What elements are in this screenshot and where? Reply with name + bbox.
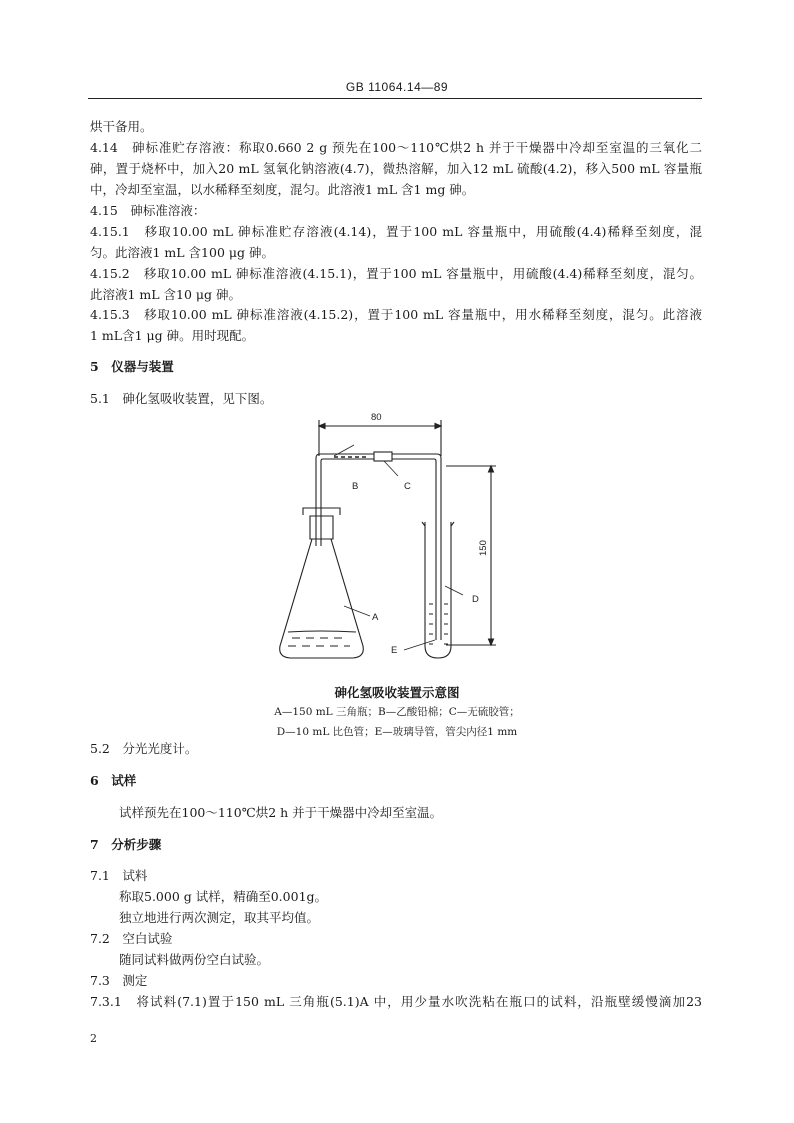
text-line: 4.15.2 移取10.00 mL 砷标准溶液(4.15.1)，置于100 mL 容量瓶中，用硫酸(4.4)稀释至刻度，混匀。 [90,266,702,281]
text-line: 5.2 分光光度计。 [90,741,198,756]
text-line: 中，冷却至室温，以水稀释至刻度，混匀。此溶液1 mL 含1 mg 砷。 [90,182,475,197]
label-d: D [472,594,479,605]
leader-c [384,461,398,476]
text-line: 独立地进行两次测定，取其平均值。 [119,910,320,925]
liquid-hatch [288,638,350,646]
text-line: 烘干备用。 [90,119,153,134]
tube-liquid-marks [429,604,448,644]
figure-caption: 砷化氢吸收装置示意图 [334,685,460,700]
figure-legend: D—10 mL 比色管；E—玻璃导管，管尖内径1 mm [276,726,518,738]
text-line: 1 mL含1 μg 砷。用时现配。 [90,328,255,343]
text-line: 7.1 试料 [90,868,148,883]
leader-e [404,640,435,650]
text-line: 试样预先在100～110℃烘2 h 并于干燥器中冷却至室温。 [119,805,443,820]
text-line: 5.1 砷化氢吸收装置，见下图。 [90,391,273,406]
text-line: 7.2 空白试验 [90,931,173,946]
text-line: 称取5.000 g 试样，精确至0.001g。 [119,889,328,904]
text-line: 4.15.1 移取10.00 mL 砷标准贮存溶液(4.14)，置于100 mL 容量瓶中，用硫酸(4.4)稀释至刻度，混 [90,224,702,239]
page-number: 2 [90,1032,97,1045]
liquid-level [288,631,356,632]
text-line: 匀。此溶液1 mL 含100 μg 砷。 [90,245,274,260]
dimension-label-150: 150 [478,540,489,556]
section-heading: 6 试样 [90,773,137,788]
text-line: 4.14 砷标准贮存溶液：称取0.660 2 g 预先在100～110℃烘2 h 并于干燥器中冷却至室温的三氧化二 [90,140,702,155]
text-line: 砷，置于烧杯中，加入20 mL 氢氧化钠溶液(4.7)，微热溶解，加入12 mL 硫酸(4.2)，移入500 mL 容量瓶 [90,161,702,176]
label-b: B [352,481,359,492]
rubber-tube-c [374,452,392,461]
label-c: C [404,481,411,492]
text-line: 随同试料做两份空白试验。 [119,952,270,967]
text-line: 4.15 砷标准溶液： [90,203,206,218]
dimension-label-80: 80 [371,412,382,423]
leader-a [344,606,370,616]
text-line: 7.3.1 将试料(7.1)置于150 mL 三角瓶(5.1)A 中，用少量水吹洗粘在瓶口的试料，沿瓶壁缓慢滴加23 [90,994,702,1009]
glass-tube-outer [316,454,441,640]
text-line: 4.15.3 移取10.00 mL 砷标准溶液(4.15.2)，置于100 mL 容量瓶中，用水稀释至刻度，混匀。此溶液 [90,307,702,322]
glass-tube-inner [321,459,436,640]
label-a: A [372,612,379,623]
header-rule [88,98,702,99]
section-heading: 7 分析步骤 [90,837,162,852]
tube-rim [422,522,454,526]
standard-code: GB 11064.14—89 [345,80,449,94]
arsine-absorption-apparatus-diagram [270,408,500,670]
text-line: 7.3 测定 [90,973,148,988]
figure-legend: A—150 mL 三角瓶；B—乙酸铅棉；C—无硫胶管； [274,706,520,718]
leader-d [445,586,463,595]
section-heading: 5 仪器与装置 [90,359,174,374]
colorimetric-tube-d [425,522,451,658]
text-line: 此溶液1 mL 含10 μg 砷。 [90,287,242,302]
label-e: E [391,645,398,656]
conical-flask-a [280,539,364,658]
